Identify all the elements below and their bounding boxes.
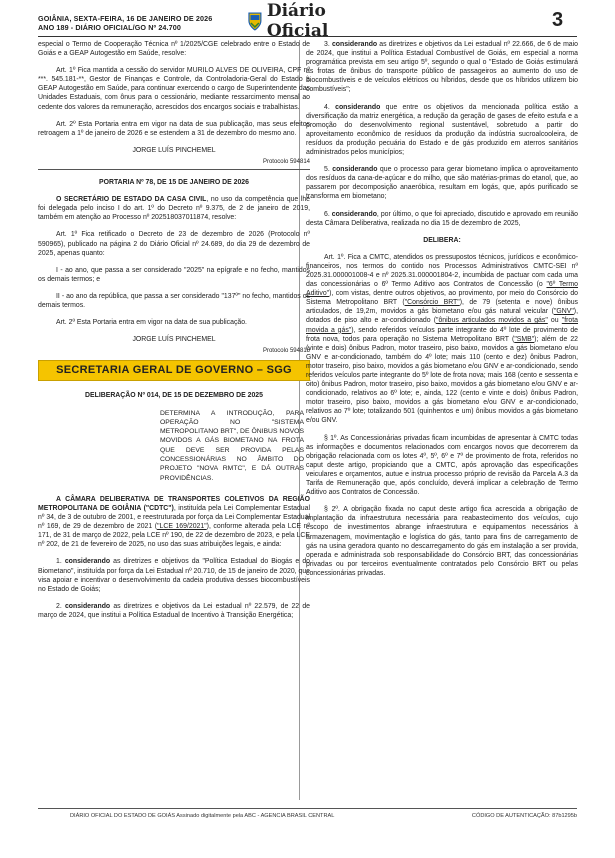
header-divider [38,36,577,37]
paragraph: II - ao ano da república, que passa a ser considerado "137º" no fecho, mantidos os demais termos. [38,292,310,309]
item-number: 1. [56,558,62,566]
item-number: 2. [56,602,62,610]
right-column [306,40,578,800]
paragraph: § 1º. As Concessionárias privadas ficam incumbidas de apresentar à CMTC todas as informações e documentos relacionados com encargos novos que decorrerem da obrigação relacionada com os lotes 4º, 5º, 6º e 7º de provimento de frota, referidos no caput deste artigo, propiciando que a CMTC, após aprovação das especificações veiculares e orçamentos, autue e instrua processo próprio de revisão da Parcela A.3 da Tarifa de Remuneração que, após concluído, deverá implicar a celebração de Termo Aditivo aos Contratos de Concessão. [306,434,578,497]
authority-name: O SECRETÁRIO DE ESTADO DA CASA CIVIL [56,196,207,204]
considerando: considerando [331,41,378,48]
paragraph [38,195,310,222]
paragraph-text: ); além de 22 (vinte e dois) ônibus Padron, motor traseiro, piso baixo, movidos a gás biometano e/ou GNV e ar-condicionado, também do 4º lote; mais 110 (cento e dez) ônibus Padron, motor traseiro, piso baixo, movidos a gás biometano e/ou GNV e ar-condicionado, sendo referidos veículos parte integrante do 5º lote de frota nova; mais 168 (cento e sessenta e oito) ônibus Padron, motor traseiro, piso baixo, movidos a gás biometano e/ou GNV e ar-condicionado, relativos ao 6º lote; e, ainda, 122 (cento e vinte e dois) ônibus Padron, motor traseiro, piso baixo, movidos a gás biometano e/ou GNV e ar-condicionado, relativos ao 7º lote; totalizando 501 (quinhentos e um) ônibus movidos a gás biometano e/ou GNV. [306,335,578,425]
item-number: 4. [324,103,330,111]
defined-term: "GNV" [553,308,574,316]
header-edition: ANO 189 - DIÁRIO OFICIAL/GO Nº 24.700 [38,23,181,32]
paragraph [306,210,578,228]
footer-divider [38,808,577,809]
footer-publisher: DIÁRIO OFICIAL DO ESTADO DE GOIÁS Assinado digitalmente pela ABC - AGENCIA BRASIL CENTRAL [70,813,335,819]
paragraph [306,103,578,158]
considerando: considerando [335,103,381,111]
considerando: considerando [64,558,111,566]
item-number: 6. [324,210,330,218]
paragraph: Art. 2º Esta Portaria entra em vigor na data de sua publicação, mas seus efeitos retroagem a 1º de janeiro de 2026 e se estendem a 31 de dezembro do mesmo ano. [38,120,310,137]
item-number: 3. [324,41,330,48]
paragraph: § 2º. A obrigação fixada no caput deste artigo fica acrescida a obrigação de implantação da infraestrutura necessária para reabastecimento dos veículos, cujo escopo de investimentos abrange infraestrutura e equipamentos necessários à armazenagem, movimentação e logística do gás, tanto para fins de carregamento de gás na usina geradora quanto no descarregamento do gás em instalação a ser provida, operada e administrada sob responsabilidade do Consórcio BRT, das concessionárias privadas ou por terceiros eventualmente contratados pelo Consórcio BRT ou pelas concessionárias privadas. [306,506,578,577]
state-crest-icon [247,12,263,31]
paragraph-text: as diretrizes e objetivos da Lei estadual nº 22.666, de 6 de maio de 2024, que institui a Política Estadual Combustível de Goiás, em especial a norma programática prevista em seu artigo 5º, segundo o qual o "Estado de Goiás estimulará as frotas de ônibus do transporte público de passageiros ao aumento do uso de biocombustíveis e de veículos elétricos ou híbridos, desde que os híbridos utilizem bio combustíveis"; [306,41,578,94]
delibera-heading: DELIBERA: [423,236,461,244]
paragraph: Art. 2º Esta Portaria entra em vigor na data de sua publicação. [56,319,247,327]
paragraph [38,557,310,593]
paragraph-text: ), de 79 (setenta e nove) ônibus articulados, de 19,2m, movidos a gás biometano e/ou gás natural veicular ( [306,299,578,316]
paragraph-text: ), com vistas, dentre outros objetivos, ao provimento, por meio do Consórcio do Sistema Metropolitano BRT ( [306,290,578,307]
deliberacao-title: DELIBERAÇÃO Nº 014, DE 15 DE DEZEMBRO DE 2025 [85,392,263,400]
paragraph: especial o Termo de Cooperação Técnica nº 1/2025/CGE celebrado entre o Estado de Goiás e a GEAP Autogestão em Saúde, resolve: [38,41,310,58]
paragraph-text: , no uso da competência que lhe foi delegada pelo inciso I do art. 1º do Decreto nº 9.375, de 2 de janeiro de 2019, também em atenção ao Processo nº 202518037011874, resolve: [38,196,310,222]
paragraph [306,165,578,201]
paragraph-text: as diretrizes e objetivos da Lei estadual nº 22.579, de 22 de março de 2024, que institui a Política Estadual de Incentivo à Transição Energética; [38,602,310,619]
paragraph-text: Art. 1º. Fica a CMTC, atendidos os pressupostos técnicos, jurídicos e econômico-financeiros, nos termos do contido nos Processos Administrativos CMTC-SEI nº 2025.31.000001008-4 e nº 2025.31.000001804-2, incumbida de pactuar com cada uma das concessionárias o 6º Termo Aditivo aos Contratos de Concessão (o [306,253,578,289]
paragraph-text: ), sendo referidos veículos parte integrante do 4º lote de provimento de frota nova, todos para operação no Sistema Metropolitano BRT ( [306,326,578,343]
portaria-title: PORTARIA Nº 78, DE 15 DE JANEIRO DE 2026 [99,179,249,187]
paragraph-text: , por último, o que foi apreciado, discutido e aprovado em reunião desta Câmara Deliberativa, realizada no dia 15 de dezembro de 2025, [306,210,578,227]
signature: JORGE LUÍS PINCHEMEL [132,146,216,154]
paragraph-text: ), conforme alterada pela LCE nº 171, de 31 de março de 2022, pela LCE nº 190, de 22 de dezembro de 2023, e pela LCE nº 202, de 21 de fevereiro de 2025, no uso das suas atribuições legais, e ainda: [38,523,310,549]
header-info [38,14,212,32]
signature: JORGE LUÍS PINCHEMEL [132,336,216,344]
considerando: considerando [331,210,377,218]
defined-term: "SMB" [514,335,535,343]
paragraph-text: ou [547,317,562,325]
masthead-title: Diário Oficial [266,1,329,41]
page-number: 3 [552,9,564,31]
paragraph [38,602,310,620]
protocol-number: Protocolo 594814 [262,158,310,165]
paragraph-text: , instituída pela Lei Complementar Estadual nº 34, de 3 de outubro de 2001, e reestruturada por força da Lei Complementar Estadual nº 169, de 29 de dezembro de 2021 ( [38,505,310,531]
defined-term: "Consórcio BRT" [404,299,460,307]
paragraph [306,40,578,95]
considerando: considerando [64,602,111,610]
defined-term: "ônibus articulados movidos a gás" [436,317,548,325]
left-column [38,40,310,800]
paragraph [306,253,578,426]
divider [38,169,310,170]
paragraph: Art. 1º Fica retificado o Decreto de 23 de dezembro de 2026 (Protocolo nº 590965), publicado na página 2 do Diário Oficial nº 24.689, do dia 29 de dezembro de 2025, apenas quanto: [38,231,310,257]
footer-auth-code: CÓDIGO DE AUTENTICAÇÃO: 87b1295b [471,813,577,819]
ementa: DETERMINA A INTRODUÇÃO, PARA OPERAÇÃO NO "SISTEMA METROPOLITANO BRT", DE ÔNIBUS NOVOS MOVIDOS A GÁS BIOMETANO NA FROTA QUE DEVE SER PROVIDA PELAS CONCESSIONÁRIAS NO ÂMBITO DO PROJETO "NOVA RMTC", E DÁ OUTRAS PROVIDÊNCIAS. [160,409,304,482]
item-number: 5. [324,166,330,174]
paragraph: Art. 1º Fica mantida a cessão do servidor MURILO ALVES DE OLIVEIRA, CPF nº ***. 545.181-**, Gestor de Finanças e Controle, da Controladoria-Geral do Estado à GEAP Autogestão em Saúde, para continuar exercendo o cargo de Superintendente das Unidades Estaduais, com ônus para o cessionário, mediante ressarcimento mensal ao cedente dos valores da remuneração, acrescidos dos encargos sociais e trabalhistas. [38,67,310,111]
paragraph-text: as diretrizes e objetivos da "Política Estadual do Biogás e do Biometano", instituída por força da Lei Estadual nº 20.710, de 15 de janeiro de 2020, que visa apoiar e incentivar o desenvolvimento da cadeia produtiva desses biocombustíveis no Estado de Goiás; [38,558,310,593]
council-name: A CÂMARA DELIBERATIVA DE TRANSPORTES COLETIVOS DA REGIÃO METROPOLITANA DE GOIÂNIA ("CDTC") [38,495,310,512]
paragraph [38,495,310,550]
protocol-number: Protocolo 594816 [262,348,310,355]
defined-term: "frota movida a gás" [306,317,578,334]
masthead-logo [247,1,392,41]
considerando: considerando [332,166,378,174]
defined-term: "6º Termo Aditivo" [306,281,578,298]
law-reference-link[interactable]: "LCE 169/2021" [157,523,207,531]
paragraph-text: ), dotados de piso alto e ar-condicionado ( [306,308,578,325]
section-banner: SECRETARIA GERAL DE GOVERNO – SGG [38,360,310,381]
paragraph: I - ao ano, que passa a ser considerado "2025" na epígrafe e no fecho, mantidos os demais termos; e [38,266,310,283]
paragraph-text: que entre os objetivos da mencionada política estão a diversificação da matriz energética, a redução da geração de gases de efeito estufa e a promoção do desenvolvimento regional sustentável, sobretudo a partir do aproveitamento econômico de resíduos da produção da indústria sucroalcooleira, de resíduos da produção pecuária do Estado e de gás produzido em aterros sanitários administrados pelos municípios; [306,103,578,157]
header-date: GOIÂNIA, SEXTA-FEIRA, 16 DE JANEIRO DE 2026 [38,14,213,23]
paragraph-text: que o processo para gerar biometano implica o aproveitamento dos resíduos da cana-de-açúcar e do milho, que são matérias-primas do etanol, que, ao passarem por decomposição anaeróbica, resultam em logás, que, após purificado se transforma em biometano; [306,166,578,201]
